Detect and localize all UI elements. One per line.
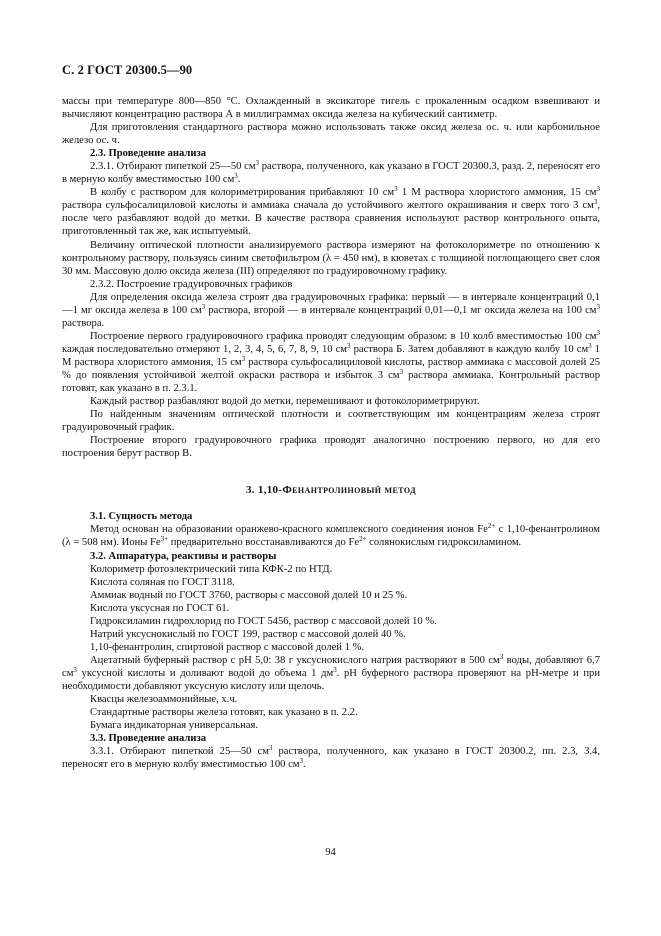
list-item: Стандартные растворы железа готовят, как указано в п. 2.2. — [90, 707, 358, 719]
paragraph: Построение второго градуировочного графика проводят аналогично построению первого, но для его построения берут раствор В. — [62, 435, 600, 460]
paragraph: массы при температуре 800—850 °С. Охлажденный в эксикаторе тигель с прокаленным осадком взвешивают и вычисляют концентрацию раствора А в миллиграммах оксида железа на кубический сантиметр. — [62, 96, 600, 121]
subsection-heading: 3.3. Проведение анализа — [90, 733, 206, 745]
paragraph: По найденным значениям оптической плотности и соответствующим им концентрациям железа строят градуировочный график. — [62, 409, 600, 434]
paragraph: В колбу с раствором для колориметрирования прибавляют 10 $см^3$ 1 М раствора хлористого аммония, 15 $см^3$ раствора сульфосалициловой кислоты и аммиака сначала до устойчивого желтого окрашивания и сверх того 3 $см^3$, после чего разбавляют водой до метки. В качестве раствора сравнения используют раствор контрольного опыта, приготовленный так же, как испытуемый. — [62, 185, 600, 238]
paragraph: Построение первого градуировочного графика проводят следующим образом: в 10 колб вместимостью 100 $см^3$ каждая последовательно отмеряют 1, 2, 3, 4, 5, 6, 7, 8, 9, 10 $см^3$ раствора Б. Затем добавляют в каждую колбу 10 $см^3$ 1 М раствора хлористого аммония, 15 $см^3$ раствора сульфосалициловой кислоты, раствор аммиака с массовой долей 25 % до появления устойчивой желтой окраски раствора и избыток 3 $см^3$ раствора аммиака. Контрольный раствор готовят, как указано в п. 2.3.1. — [62, 328, 600, 395]
paragraph: 3.3.1. Отбирают пипеткой 25—50 $см^3$ раствора, полученного, как указано в ГОСТ 20300.2, пп. 2.3, 3.4, переносят его в мерную колбу вместимостью 100 $см^3$. — [62, 744, 600, 771]
list-item: 1,10-фенантролин, спиртовой раствор с массовой долей 1 %. — [90, 641, 365, 653]
paragraph: Величину оптической плотности анализируемого раствора измеряют на фотоколориметре по отношению к контрольному раствору, пользуясь синим светофильтром (λ = 450 нм), в кюветах с толщиной поглощающего свет слоя 30 мм. Массовую долю оксида железа (III) определяют по градуировочному графику. — [62, 239, 600, 277]
list-item: Кислота соляная по ГОСТ 3118. — [90, 576, 235, 588]
document-body — [62, 95, 600, 771]
page-number: 94 — [325, 847, 336, 858]
paragraph: Для приготовления стандартного раствора можно использовать также оксид железа ос. ч. или карбонильное железо ос. ч. — [62, 122, 600, 147]
list-item: Бумага индикаторная универсальная. — [90, 720, 259, 732]
subsection-heading: 3.2. Аппаратура, реактивы и растворы — [90, 550, 277, 562]
list-item: Кислота уксусная по ГОСТ 61. — [90, 602, 230, 614]
subsection-heading: 2.3.2. Построение градуировочных графиков — [90, 278, 293, 290]
list-item: Натрий уксуснокислый по ГОСТ 199, раствор с массовой долей 40 %. — [90, 628, 406, 640]
list-item: Колориметр фотоэлектрический типа КФК-2 по НТД. — [90, 563, 333, 575]
paragraph: 2.3.1. Отбирают пипеткой 25—50 $см^3$ раствора, полученного, как указано в ГОСТ 20300.3, разд. 2, переносят его в мерную колбу вместимостью 100 $см^3$. — [62, 159, 600, 186]
section-title: 3. 1,10-Фенантролиновый метод — [246, 484, 416, 497]
subsection-heading: 3.1. Сущность метода — [90, 511, 193, 523]
subsection-heading: 2.3. Проведение анализа — [90, 148, 206, 160]
list-item: Гидроксиламин гидрохлорид по ГОСТ 5456, раствор с массовой долей 10 %. — [90, 615, 437, 627]
paragraph: Ацетатный буферный раствор с pH 5,0: 38 г уксуснокислого натрия растворяют в 500 $см^3$ воды, добавляют 6,7 $см^3$ уксусной кислоты и доливают водой до объема 1 $дм^3$. pH буферного раствора проверяют на pH-метре и при необходимости добавляют уксусную кислоту или щелочь. — [62, 652, 601, 692]
list-item: Аммиак водный по ГОСТ 3760, растворы с массовой долей 10 и 25 %. — [90, 589, 408, 601]
paragraph: Для определения оксида железа строят два градуировочных графика: первый — в интервале концентраций 0,1—1 мг оксида железа в 100 $см^3$ раствора, второй — в интервале концентраций 0,01—0,1 мг оксида железа на 100 $см^3$ раствора. — [62, 291, 600, 329]
list-item: Квасцы железоаммонийные, х.ч. — [90, 694, 238, 706]
paragraph: Метод основан на образовании оранжево-красного комплексного соединения ионов $Fe^{2+}$ с 1,10-фенантролином (λ = 508 нм). Ионы $Fe^{3+}$ предварительно восстанавливаются до $Fe^{2+}$ солянокислым гидроксиламином. — [62, 522, 600, 549]
page-header: С. 2 ГОСТ 20300.5—90 — [62, 63, 193, 77]
paragraph: Каждый раствор разбавляют водой до метки, перемешивают и фотоколориметрируют. — [90, 396, 480, 408]
